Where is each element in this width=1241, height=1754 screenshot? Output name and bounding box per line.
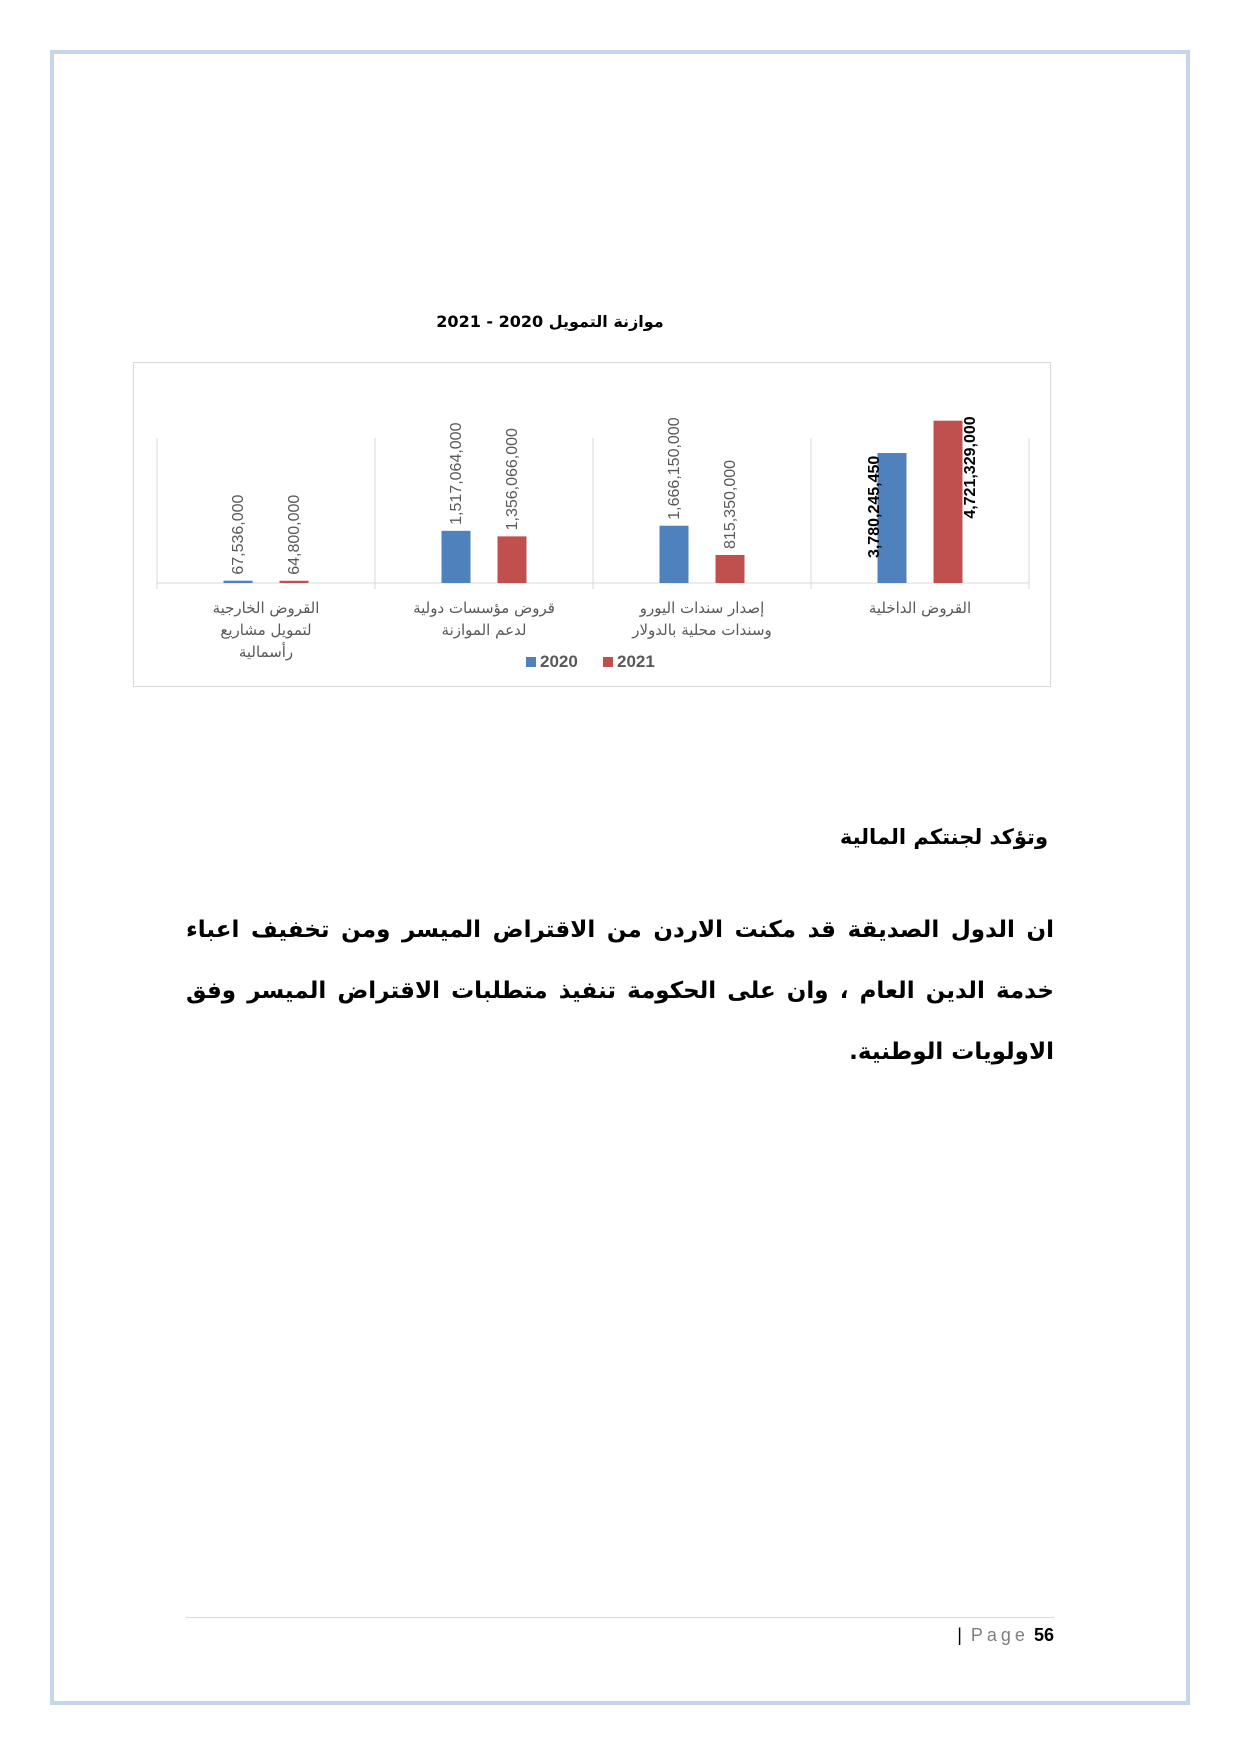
bar-2020-2 bbox=[442, 531, 471, 583]
bar-2020-1 bbox=[660, 526, 689, 583]
category-label: قروض مؤسسات دولية bbox=[413, 599, 555, 617]
chart-title: موازنة التمويل 2020 - 2021 bbox=[436, 312, 664, 331]
data-label-2021-0: 4,721,329,000 bbox=[962, 416, 979, 519]
data-label-2020-2: 1,517,064,000 bbox=[448, 422, 465, 525]
category-label: رأسمالية bbox=[238, 643, 294, 661]
data-label-2021-2: 1,356,066,000 bbox=[504, 428, 521, 531]
category-label: القروض الداخلية bbox=[868, 599, 972, 617]
page-label: Page bbox=[970, 1625, 1029, 1645]
category-label: لتمويل مشاريع bbox=[220, 621, 312, 639]
body-paragraph: ان الدول الصديقة قد مكنت الاردن من الاقتراض الميسر ومن تخفيف اعباء خدمة الدين العام ، وان على الحكومة تنفيذ متطلبات الاقتراض الميسر وفق الاولويات الوطنية. bbox=[186, 917, 1054, 1065]
data-label-2021-3: 64,800,000 bbox=[286, 494, 303, 575]
legend-swatch-2020 bbox=[526, 657, 536, 667]
footer-divider bbox=[186, 1617, 1054, 1618]
legend-label-2020: 2020 bbox=[540, 652, 578, 671]
footer-separator: | bbox=[957, 1625, 962, 1645]
category-label: القروض الخارجية bbox=[212, 599, 320, 617]
page-footer bbox=[957, 1625, 1054, 1646]
data-label-2020-1: 1,666,150,000 bbox=[666, 417, 683, 520]
page-border bbox=[50, 50, 1190, 1705]
data-label-2020-0: 3,780,245,450 bbox=[866, 455, 883, 559]
category-label: وسندات محلية بالدولار bbox=[632, 621, 772, 639]
bar-chart bbox=[134, 363, 1052, 688]
bar-2021-3 bbox=[280, 581, 309, 583]
bar-2021-0 bbox=[934, 421, 963, 583]
section-subheading: وتؤكد لجنتكم المالية bbox=[839, 825, 1048, 849]
data-label-2021-1: 815,350,000 bbox=[722, 459, 739, 549]
category-label: إصدار سندات اليورو bbox=[639, 599, 765, 617]
legend-swatch-2021 bbox=[603, 657, 613, 667]
page-number: 56 bbox=[1033, 1625, 1054, 1645]
bar-2020-3 bbox=[224, 581, 253, 583]
bar-2021-2 bbox=[498, 536, 527, 583]
category-label: لدعم الموازنة bbox=[441, 621, 527, 639]
legend-label-2021: 2021 bbox=[617, 652, 655, 671]
bar-2021-1 bbox=[716, 555, 745, 583]
data-label-2020-3: 67,536,000 bbox=[230, 494, 247, 575]
chart-container bbox=[133, 362, 1051, 687]
